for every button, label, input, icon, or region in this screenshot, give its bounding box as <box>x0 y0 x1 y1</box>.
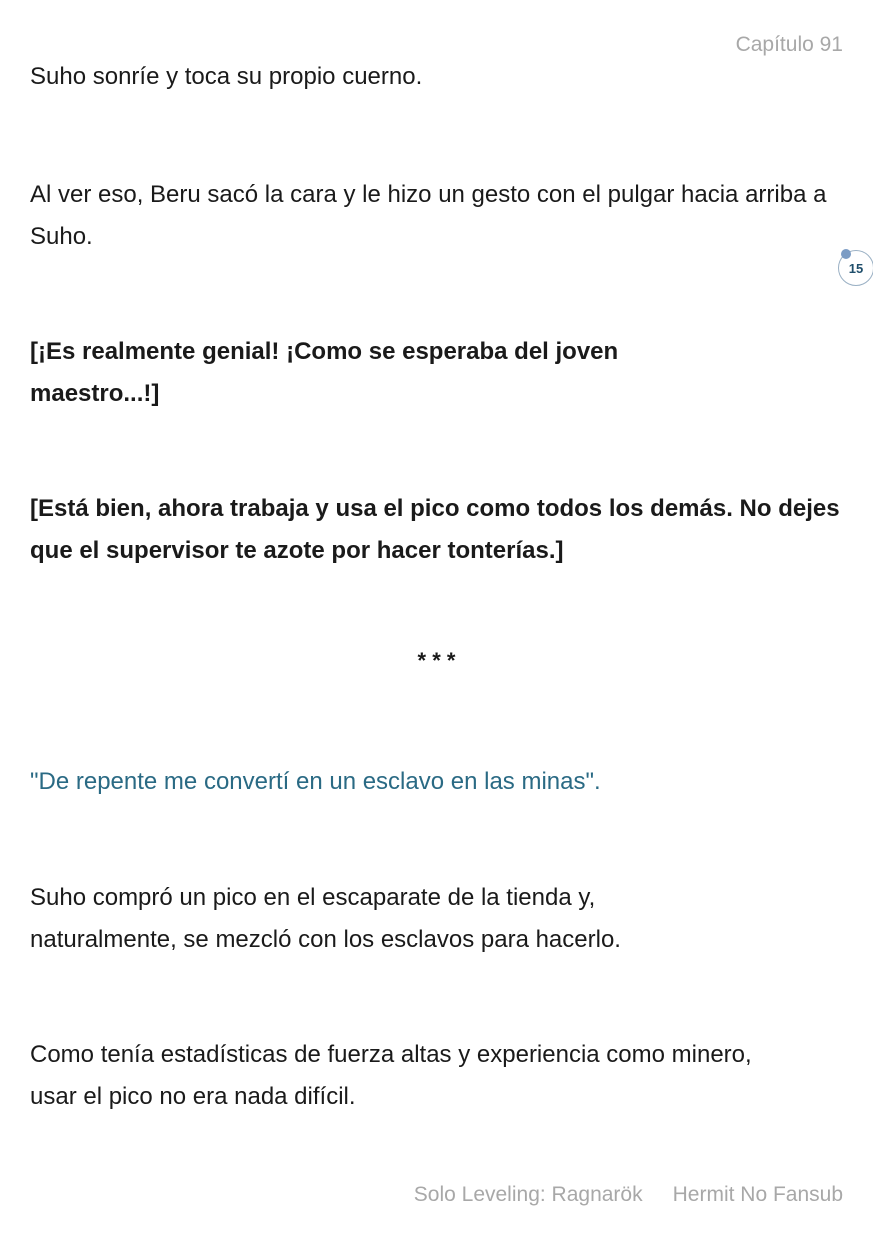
progress-dot-icon <box>841 249 851 259</box>
paragraph: Como tenía estadísticas de fuerza altas y experiencia como minero, usar el pico no era nada difícil. <box>30 1041 752 1110</box>
translator-group: Hermit No Fansub <box>672 1183 843 1206</box>
paragraph: Suho sonríe y toca su propio cuerno. <box>30 63 423 90</box>
dialogue-bold: [¡Es realmente genial! ¡Como se esperaba del joven maestro...!] <box>30 338 619 407</box>
scene-separator: * * * <box>417 648 456 673</box>
footer <box>414 1183 843 1207</box>
paragraph: Suho compró un pico en el escaparate de la tienda y, naturalmente, se mezcló con los esclavos para hacerlo. <box>30 884 621 953</box>
thought-quote: "De repente me convertí en un esclavo en las minas". <box>30 768 601 795</box>
paragraph: Al ver eso, Beru sacó la cara y le hizo un gesto con el pulgar hacia arriba a Suho. <box>30 181 827 250</box>
novel-title: Solo Leveling: Ragnarök <box>413 1183 643 1206</box>
dialogue-bold: [Está bien, ahora trabaja y usa el pico como todos los demás. No dejes que el supervisor te azote por hacer tonterías.] <box>30 495 840 564</box>
chapter-label: Capítulo 91 <box>735 33 843 56</box>
page-number-badge[interactable]: 15 <box>838 250 873 286</box>
